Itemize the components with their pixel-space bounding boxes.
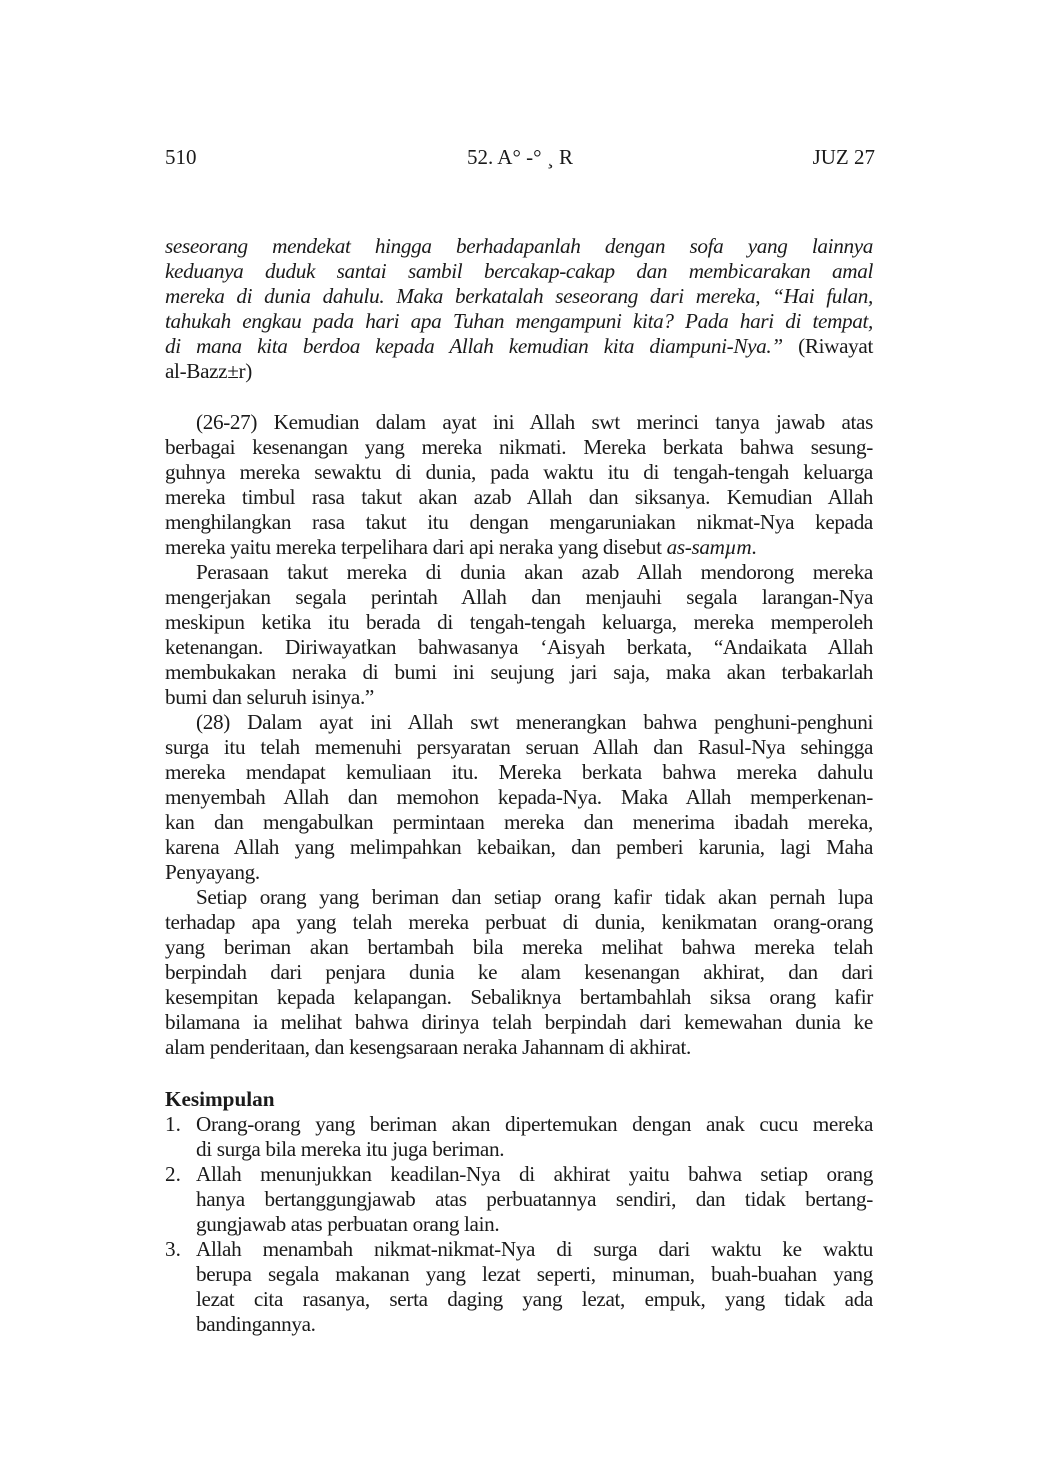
text-line: seseorang mendekat hingga berhadapanlah dengan sofa yang lainnya — [165, 234, 873, 258]
text-line: ketenangan. Diriwayatkan bahwasanya ‘Aisyah berkata, “Andaikata Allah — [165, 635, 873, 659]
text-line: keduanya duduk santai sambil bercakap-cakap dan membicarakan amal — [165, 259, 873, 283]
chapter-title: 52. A° -° ¸ R — [466, 145, 574, 169]
hadith-quote — [165, 234, 873, 384]
text-line: berbagai kesenangan yang mereka nikmati. Mereka berkata bahwa sesung- — [165, 435, 873, 459]
text-line: hanya bertanggungjawab atas perbuatannya sendiri, dan tidak bertang- — [196, 1187, 873, 1211]
running-header — [165, 145, 875, 175]
text-line: menghilangkan rasa takut itu dengan mengaruniakan nikmat-Nya kepada — [165, 510, 873, 534]
text-line: gungjawab atas perbuatan orang lain. — [196, 1212, 500, 1236]
text-line: Perasaan takut mereka di dunia akan azab Allah mendorong mereka — [196, 560, 873, 584]
text-line: berupa segala makanan yang lezat seperti, minuman, buah-buahan yang — [196, 1262, 873, 1286]
text-line: kesempitan kepada kelapangan. Sebaliknya bertambahlah siksa orang kafir — [165, 985, 873, 1009]
text-line: bilamana ia melihat bahwa dirinya telah berpindah dari kemewahan dunia ke — [165, 1010, 873, 1034]
text-line: mengerjakan segala perintah Allah dan menjauhi segala larangan-Nya — [165, 585, 873, 609]
conclusion-section — [165, 1087, 873, 1337]
quote-text: di mana kita berdoa kepada Allah kemudian kita diampuni-Nya.” — [165, 334, 783, 358]
text-line: yang beriman akan bertambah bila mereka melihat bahwa mereka telah — [165, 935, 873, 959]
text-line: Allah menambah nikmat-nikmat-Nya di surga dari waktu ke waktu — [196, 1237, 873, 1261]
text-line: membukakan neraka di bumi ini seujung jari saja, maka akan terbakarlah — [165, 660, 873, 684]
list-item — [165, 1162, 873, 1237]
list-item — [165, 1237, 873, 1337]
text-span: . — [751, 535, 757, 559]
citation-end: al-Bazz±r) — [165, 359, 252, 383]
text-line: terhadap apa yang telah mereka perbuat di dunia, kenikmatan orang-orang — [165, 910, 873, 934]
text-line: kan dan mengabulkan permintaan mereka dan menerima ibadah mereka, — [165, 810, 873, 834]
text-line: bandingannya. — [196, 1312, 316, 1336]
text-line: (28) Dalam ayat ini Allah swt menerangkan bahwa penghuni-penghuni — [196, 710, 873, 734]
text-line: lezat cita rasanya, serta daging yang lezat, empuk, yang tidak ada — [196, 1287, 873, 1311]
paragraph-perasaan — [165, 560, 873, 710]
text-line: mereka di dunia dahulu. Maka berkatalah seseorang dari mereka, “Hai fulan, — [165, 284, 873, 308]
juz-label: JUZ 27 — [812, 145, 875, 169]
text-line: tahukah engkau pada hari apa Tuhan mengampuni kita? Pada hari di tempat, — [165, 309, 873, 333]
text-line: guhnya mereka sewaktu di dunia, pada waktu itu di tengah-tengah keluarga — [165, 460, 873, 484]
citation: (Riwayat — [782, 334, 874, 358]
term-as-samum: as-samµm — [666, 535, 752, 559]
paragraph-28 — [165, 710, 873, 885]
paragraph-setiap — [165, 885, 873, 1060]
list-number: 1. — [165, 1112, 181, 1136]
text-line: Setiap orang yang beriman dan setiap orang kafir tidak akan pernah lupa — [196, 885, 873, 909]
paragraph-26-27 — [165, 410, 873, 560]
text-line: di surga bila mereka itu juga beriman. — [196, 1137, 505, 1161]
page-number: 510 — [165, 145, 197, 169]
text-line: menyembah Allah dan memohon kepada-Nya. Maka Allah memperkenan- — [165, 785, 873, 809]
text-line: surga itu telah memenuhi persyaratan seruan Allah dan Rasul-Nya sehingga — [165, 735, 873, 759]
text-line: mereka mendapat kemuliaan itu. Mereka berkata bahwa mereka dahulu — [165, 760, 873, 784]
text-line: Orang-orang yang beriman akan dipertemukan dengan anak cucu mereka — [196, 1112, 873, 1136]
list-item — [165, 1112, 873, 1162]
text-line — [165, 334, 873, 359]
text-line: meskipun ketika itu berada di tengah-tengah keluarga, mereka memperoleh — [165, 610, 873, 634]
text-line: Allah menunjukkan keadilan-Nya di akhirat yaitu bahwa setiap orang — [196, 1162, 873, 1186]
text-line: bumi dan seluruh isinya.” — [165, 685, 374, 709]
text-line: berpindah dari penjara dunia ke alam kesenangan akhirat, dan dari — [165, 960, 873, 984]
text-line: alam penderitaan, dan kesengsaraan neraka Jahannam di akhirat. — [165, 1035, 691, 1059]
list-number: 3. — [165, 1237, 181, 1261]
text-line: mereka timbul rasa takut akan azab Allah dan siksanya. Kemudian Allah — [165, 485, 873, 509]
text-line: (26-27) Kemudian dalam ayat ini Allah swt merinci tanya jawab atas — [196, 410, 873, 434]
text-line: karena Allah yang melimpahkan kebaikan, dan pemberi karunia, lagi Maha — [165, 835, 873, 859]
text-line: Penyayang. — [165, 860, 260, 884]
text-line — [165, 535, 873, 560]
text-span: mereka yaitu mereka terpelihara dari api neraka yang disebut — [165, 535, 667, 559]
section-heading: Kesimpulan — [165, 1087, 275, 1111]
list-number: 2. — [165, 1162, 181, 1186]
